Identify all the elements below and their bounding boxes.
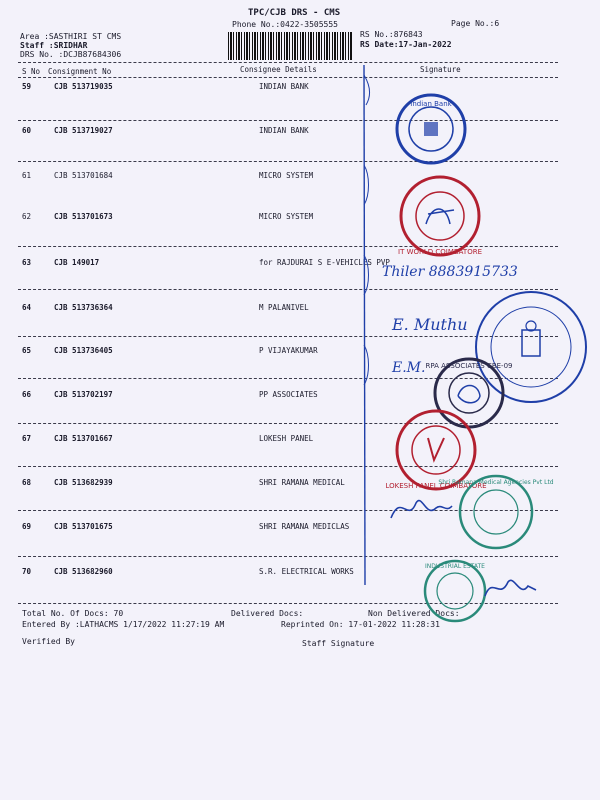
itworld-stamp-text: IT WORLD COIMBATORE <box>398 248 482 256</box>
row-consignment: CJB 513736405 <box>54 346 113 355</box>
signature-row68 <box>386 488 456 528</box>
verified-by: Verified By <box>22 637 75 646</box>
ramana-medical-stamp <box>438 472 554 552</box>
area: Area :SASTHIRI ST CMS <box>20 32 122 41</box>
row-consignee: INDIAN BANK <box>259 82 309 91</box>
drs-number: DRS No. :DCJB87684306 <box>20 50 122 59</box>
row-consignee: PP ASSOCIATES <box>259 390 318 399</box>
row-consignment: CJB 149017 <box>54 258 100 267</box>
lokesh-stamp-text: LOKESH PANEL COIMBATORE <box>385 482 487 490</box>
row-consignee: SHRI RAMANA MEDICAL <box>259 478 345 487</box>
table-row <box>0 212 600 226</box>
row-sno: 62 <box>22 212 32 221</box>
table-row <box>0 171 600 185</box>
industrial-stamp-text: INDUSTRIAL ESTATE <box>425 563 485 570</box>
handwriting-row65: E.M. <box>392 360 426 376</box>
handwriting-row64: E. Muthu <box>392 315 468 334</box>
divider <box>18 161 558 162</box>
document-title: TPC/CJB DRS - CMS <box>248 8 341 18</box>
staff-signature-label: Staff Signature <box>302 639 375 648</box>
delivered-docs: Delivered Docs: <box>231 609 304 618</box>
row-sno: 61 <box>22 171 32 180</box>
phone-number: Phone No.:0422-3505555 <box>232 20 338 29</box>
entered-by: Entered By :LATHACMS 1/17/2022 11:27:19 AM <box>22 620 225 629</box>
row-sno: 63 <box>22 258 32 267</box>
col-sno: S No <box>22 67 41 76</box>
col-signature: Signature <box>420 65 461 74</box>
ramana-stamp-text: Shri Ramana Medical Agencies Pvt Ltd <box>438 479 554 486</box>
divider <box>18 77 558 78</box>
row-sno: 68 <box>22 478 32 487</box>
divider <box>18 120 558 121</box>
divider <box>18 62 558 63</box>
table-row <box>0 434 600 448</box>
row-sno: 66 <box>22 390 32 399</box>
page-number: Page No.:6 <box>451 19 500 28</box>
table-row <box>0 126 600 140</box>
ink-bracket <box>340 55 380 595</box>
row-consignee: M PALANIVEL <box>259 303 309 312</box>
rpa-stamp-text: RPA ASSOCIATES CBE-09 <box>425 362 513 370</box>
handwriting-row63: Thiler 8883915733 <box>382 264 518 280</box>
rs-date: RS Date:17-Jan-2022 <box>360 40 452 49</box>
col-consignee: Consignee Details <box>240 65 317 74</box>
barcode <box>228 32 352 60</box>
indian-bank-stamp <box>394 92 468 166</box>
itworld-stamp <box>398 174 482 258</box>
row-sno: 67 <box>22 434 32 443</box>
row-consignment: CJB 513701667 <box>54 434 113 443</box>
row-consignment: CJB 513701673 <box>54 212 113 221</box>
row-consignment: CJB 513719035 <box>54 82 113 91</box>
row-sno: 65 <box>22 346 32 355</box>
row-consignee: for RAJDURAI S E-VEHICLES PVP <box>259 258 390 267</box>
row-consignee: S.R. ELECTRICAL WORKS <box>259 567 354 576</box>
row-consignee: MICRO SYSTEM <box>259 212 314 221</box>
row-consignment: CJB 513719027 <box>54 126 113 135</box>
indian-bank-stamp-text: Indian Bank <box>410 100 452 108</box>
row-consignee: SHRI RAMANA MEDICLAS <box>259 522 350 531</box>
signature-row70 <box>480 568 540 608</box>
total-docs: Total No. Of Docs: 70 <box>22 609 124 618</box>
staff: Staff :SRIDHAR <box>20 41 88 50</box>
rs-number: RS No.:876843 <box>360 30 423 39</box>
row-consignment: CJB 513682939 <box>54 478 113 487</box>
row-consignment: CJB 513701675 <box>54 522 113 531</box>
row-consignment: CJB 513736364 <box>54 303 113 312</box>
non-delivered-docs: Non Delivered Docs: <box>368 609 460 618</box>
row-consignment: CJB 513701684 <box>54 171 113 180</box>
row-sno: 59 <box>22 82 32 91</box>
row-sno: 69 <box>22 522 32 531</box>
row-consignee: P VIJAYAKUMAR <box>259 346 318 355</box>
reprinted-on: Reprinted On: 17-01-2022 11:28:31 <box>281 620 440 629</box>
row-sno: 64 <box>22 303 32 312</box>
col-consignment: Consignment No <box>48 67 112 76</box>
row-sno: 70 <box>22 567 32 576</box>
row-consignee: INDIAN BANK <box>259 126 309 135</box>
row-sno: 60 <box>22 126 32 135</box>
row-consignment: CJB 513682960 <box>54 567 113 576</box>
row-consignee: LOKESH PANEL <box>259 434 314 443</box>
table-row <box>0 82 600 96</box>
row-consignment: CJB 513702197 <box>54 390 113 399</box>
row-consignee: MICRO SYSTEM <box>259 171 314 180</box>
